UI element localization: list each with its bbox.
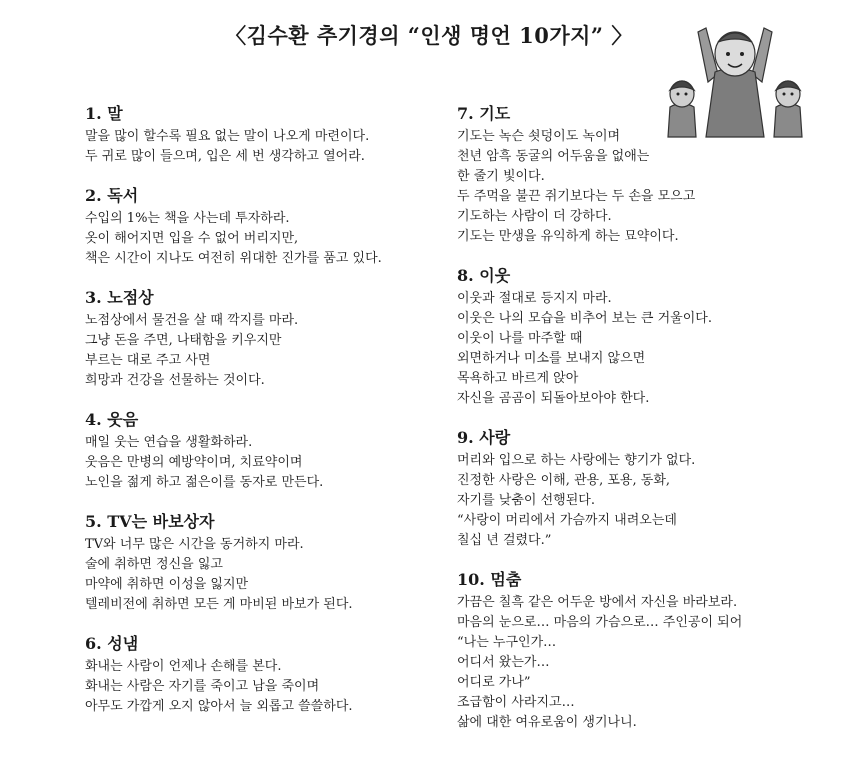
section-line: 자신을 곰곰이 되돌아보아야 한다. xyxy=(457,391,650,406)
section-line: 어디로 가나” xyxy=(457,675,531,690)
quote-section xyxy=(457,570,787,733)
section-line: 마음의 눈으로… 마음의 가슴으로… 주인공이 되어 xyxy=(457,615,743,630)
section-heading: 1. 말 xyxy=(85,104,123,123)
section-line: 천년 암흑 동굴의 어두움을 없애는 xyxy=(457,149,650,164)
section-heading: 4. 웃음 xyxy=(85,410,139,429)
section-line: 기도는 녹슨 쇳덩이도 녹이며 xyxy=(457,129,621,144)
section-line: 칠십 년 걸렸다.” xyxy=(457,533,552,548)
section-line: 어디서 왔는가… xyxy=(457,655,550,670)
section-line: 아무도 가깝게 오지 않아서 늘 외롭고 쓸쓸하다. xyxy=(85,699,353,714)
section-line: 화내는 사람은 자기를 죽이고 남을 죽이며 xyxy=(85,679,320,694)
section-line: 그냥 돈을 주면, 나태함을 키우지만 xyxy=(85,333,282,348)
section-line: 노인을 젊게 하고 젊은이를 동자로 만든다. xyxy=(85,475,324,490)
section-line: 부르는 대로 주고 사면 xyxy=(85,353,211,368)
section-line: 기도하는 사람이 더 강하다. xyxy=(457,209,612,224)
section-line: 책은 시간이 지나도 여전히 위대한 진가를 품고 있다. xyxy=(85,251,382,266)
quote-section xyxy=(457,428,787,551)
page-title: 〈김수환 추기경의 “인생 명언 10가지” 〉 xyxy=(225,23,633,48)
section-line: 수입의 1%는 책을 사는데 투자하라. xyxy=(85,211,290,226)
section-line: 삶에 대한 여유로움이 생기나니. xyxy=(457,715,637,730)
quote-section xyxy=(457,104,787,247)
section-line: 말을 많이 할수록 필요 없는 말이 나오게 마련이다. xyxy=(85,129,370,144)
section-heading: 8. 이웃 xyxy=(457,266,511,285)
section-heading: 3. 노점상 xyxy=(85,288,154,307)
section-heading: 9. 사랑 xyxy=(457,428,511,447)
section-line: 가끔은 칠흑 같은 어두운 방에서 자신을 바라보라. xyxy=(457,595,738,610)
section-line: 기도는 만생을 유익하게 하는 묘약이다. xyxy=(457,229,679,244)
section-heading: 2. 독서 xyxy=(85,186,139,205)
section-heading: 5. TV는 바보상자 xyxy=(85,512,215,531)
section-line: “사랑이 머리에서 가슴까지 내려오는데 xyxy=(457,513,677,528)
section-line: 텔레비전에 취하면 모든 게 마비된 바보가 된다. xyxy=(85,597,353,612)
section-heading: 6. 성냄 xyxy=(85,634,139,653)
section-line: 옷이 해어지면 입을 수 없어 버리지만, xyxy=(85,231,299,246)
left-column xyxy=(85,104,445,736)
quote-section xyxy=(85,410,445,493)
section-line: 진정한 사랑은 이해, 관용, 포용, 동화, xyxy=(457,473,671,488)
section-line: 희망과 건강을 선물하는 것이다. xyxy=(85,373,265,388)
section-line: 술에 취하면 정신을 잃고 xyxy=(85,557,223,572)
section-line: 두 귀로 많이 들으며, 입은 세 번 생각하고 열어라. xyxy=(85,149,365,164)
section-line: 매일 웃는 연습을 생활화하라. xyxy=(85,435,253,450)
section-line: 한 줄기 빛이다. xyxy=(457,169,545,184)
section-line: 웃음은 만병의 예방약이며, 치료약이며 xyxy=(85,455,303,470)
right-column xyxy=(457,104,787,752)
section-line: 머리와 입으로 하는 사랑에는 향기가 없다. xyxy=(457,453,696,468)
section-line: 목욕하고 바르게 앉아 xyxy=(457,371,579,386)
section-line: 자기를 낮춤이 선행된다. xyxy=(457,493,595,508)
section-heading: 7. 기도 xyxy=(457,104,511,123)
section-line: 두 주먹을 불끈 쥐기보다는 두 손을 모으고 xyxy=(457,189,696,204)
section-line: 이웃과 절대로 등지지 마라. xyxy=(457,291,612,306)
quote-section xyxy=(85,104,445,167)
section-line: 노점상에서 물건을 살 때 깍지를 마라. xyxy=(85,313,299,328)
section-line: 이웃이 나를 마주할 때 xyxy=(457,331,583,346)
quote-section xyxy=(85,186,445,269)
quote-section xyxy=(85,634,445,717)
section-line: TV와 너무 많은 시간을 동거하지 마라. xyxy=(85,537,304,552)
section-line: 외면하거나 미소를 보내지 않으면 xyxy=(457,351,646,366)
section-line: 마약에 취하면 이성을 잃지만 xyxy=(85,577,249,592)
quote-section xyxy=(85,512,445,615)
section-line: 조급함이 사라지고… xyxy=(457,695,575,710)
section-line: “나는 누구인가… xyxy=(457,635,557,650)
quote-section xyxy=(85,288,445,391)
quote-section xyxy=(457,266,787,409)
section-line: 화내는 사람이 언제나 손해를 본다. xyxy=(85,659,282,674)
section-line: 이웃은 나의 모습을 비추어 보는 큰 거울이다. xyxy=(457,311,712,326)
section-heading: 10. 멈춤 xyxy=(457,570,522,589)
